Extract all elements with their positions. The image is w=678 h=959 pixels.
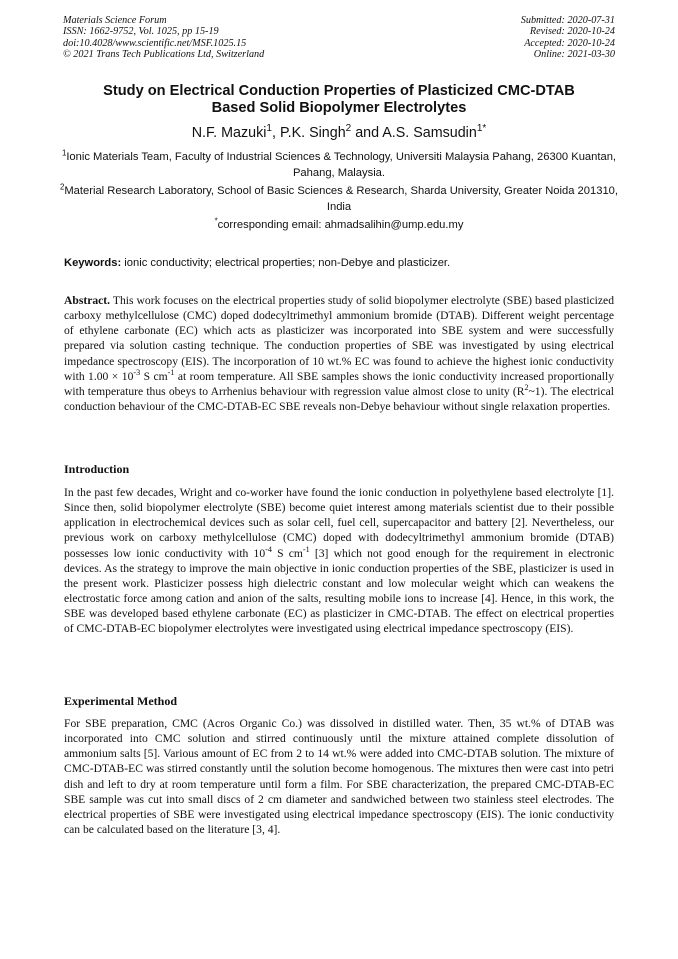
affiliation-1 — [60, 150, 618, 181]
author-list — [40, 124, 638, 142]
copyright-line: © 2021 Trans Tech Publications Ltd, Switzerland — [63, 49, 265, 61]
intro-sup-1: -4 — [265, 544, 272, 554]
abstract-sup-3: 2 — [524, 383, 529, 393]
publication-dates — [521, 15, 615, 61]
author-1-affil: 1 — [266, 123, 272, 135]
author-sep-2: and — [351, 125, 383, 141]
abstract-sup-1: -3 — [133, 367, 141, 377]
keywords-text: ionic conductivity; electrical properties; non-Debye and plasticizer. — [121, 257, 451, 269]
author-3: A.S. Samsudin — [382, 125, 477, 141]
online-date: Online: 2021-03-30 — [533, 49, 615, 61]
abstract-sup-2: -1 — [167, 367, 175, 377]
keywords — [64, 256, 616, 271]
title-line-2: Based Solid Biopolymer Electrolytes — [211, 100, 467, 116]
introduction-paragraph — [64, 485, 614, 637]
intro-text-1: In the past few decades, Wright and co-worker have found the ionic conduction in polyethylene based electrolyte [1]. Since then, solid biopolymer electrolyte (SBE) become quiet interest among materials scientist due to their possible application in electrochemical devices such as solar cell, fuel cell, supercapacitor and battery [2]. Nevertheless, our previous work on carboxy methylcellulose (CMC) doped with dodecyltrimethyl ammonium bromide (DTAB) possesses low ionic conductivity with 10 — [64, 486, 614, 560]
doi-line: doi:10.4028/www.scientific.net/MSF.1025.15 — [63, 37, 247, 49]
affiliation-1-mark: 1 — [61, 148, 67, 158]
abstract-text-1: This work focuses on the electrical properties study of solid biopolymer electrolyte (SBE) based plasticized carboxy methylcellulose (CMC) doped dodecyltrimethyl ammonium bromide (DTAB). Different weight percentage of ethylene carbonate (EC) which acts as plasticizer was incorporated into SBE system and were successfully prepared via solution casting technique. The conduction properties of SBE was investigated by using electrical impedance spectroscopy (EIS). The incorporation of 10 wt.% EC was found to achieve the highest ionic conductivity with 1.00 × 10 — [64, 294, 614, 383]
experimental-paragraph: For SBE preparation, CMC (Acros Organic Co.) was dissolved in distilled water. Then, 35 wt.% of DTAB was incorporated into CMC solution and stirred continuously until the mixture attained complete dissolution of ammonium salts [5]. Various amount of EC from 2 to 14 wt.% were added into CMC-DTAB solution. The mixture of CMC-DTAB-EC was stirred constantly until the solution become homogenous. The mixtures then were cast into petri dish and left to dry at room temperature until form a film. For SBE characterization, the prepared CMC-DTAB-EC SBE sample was cut into small discs of 2 cm diameter and sandwiched between two stainless steel electrodes. The electrical properties of SBE were investigated using electrical impedance spectroscopy (EIS). The ionic conductivity can be calculated based on the literature [3, 4]. — [64, 717, 614, 837]
intro-sup-2: -1 — [302, 544, 310, 554]
affiliation-1-text: Ionic Materials Team, Faculty of Industrial Sciences & Technology, Universiti Malaysia Pahang, 26300 Kuantan, Pahang, Malaysia. — [66, 151, 617, 179]
author-2-affil: 2 — [345, 123, 352, 135]
issn-line: ISSN: 1662-9752, Vol. 1025, pp 15-19 — [63, 26, 219, 38]
author-1: N.F. Mazuki — [191, 125, 267, 141]
abstract — [64, 293, 614, 414]
email-mark: * — [214, 216, 218, 226]
intro-text-3: [3] which not good enough for the requirement in electronic devices. As the strategy to improve the main objective in ionic conduction properties of the SBE, plasticizer is used in the present work. Plasticizer possess high dielectric constant and low molecular weight which can weakens the electrostatic force among cation and anion of the salts, resulting mobile ions to increase [4]. Hence, in this work, the SBE was developed based ethylene carbonate (EC) as plasticizer in CMC-DTAB. The effect on electrical properties of CMC-DTAB-EC biopolymer electrolytes were investigated using electrical impedance spectroscopy (EIS). — [64, 546, 614, 636]
revised-date: Revised: 2020-10-24 — [529, 26, 615, 38]
abstract-text-4: ~1). The electrical conduction behaviour of the CMC-DTAB-EC SBE reveals non-Debye behaviour without single relaxation properties. — [64, 384, 615, 414]
abstract-text-2: S cm — [140, 369, 168, 383]
journal-name: Materials Science Forum — [63, 15, 167, 26]
affiliation-2-text: Material Research Laboratory, School of Basic Sciences & Research, Sharda University, Greater Noida 201310, India — [64, 185, 618, 213]
paper-title — [40, 83, 638, 117]
affiliation-2-mark: 2 — [60, 182, 65, 192]
introduction-heading: Introduction — [64, 462, 130, 476]
intro-text-2: S cm — [271, 546, 303, 560]
email-text: corresponding email: ahmadsalihin@ump.edu.my — [217, 219, 464, 231]
abstract-text-3: at room temperature. All SBE samples shows the ionic conductivity increased proportionally with temperature thus obeys to Arrhenius behaviour with regression value almost close to unity (R — [64, 369, 614, 398]
author-2: P.K. Singh — [279, 125, 346, 141]
accepted-date: Accepted: 2020-10-24 — [524, 37, 615, 49]
affiliation-2 — [60, 184, 618, 215]
keywords-label: Keywords: — [64, 257, 122, 269]
experimental-heading: Experimental Method — [64, 694, 177, 708]
author-sep-1: , — [271, 125, 280, 141]
abstract-label: Abstract. — [64, 294, 111, 307]
journal-info — [63, 15, 264, 61]
author-3-affil: 1* — [476, 123, 487, 135]
title-line-1: Study on Electrical Conduction Properties of Plasticized CMC-DTAB — [103, 83, 575, 99]
corresponding-email — [40, 218, 638, 233]
submitted-date: Submitted: 2020-07-31 — [520, 15, 615, 26]
